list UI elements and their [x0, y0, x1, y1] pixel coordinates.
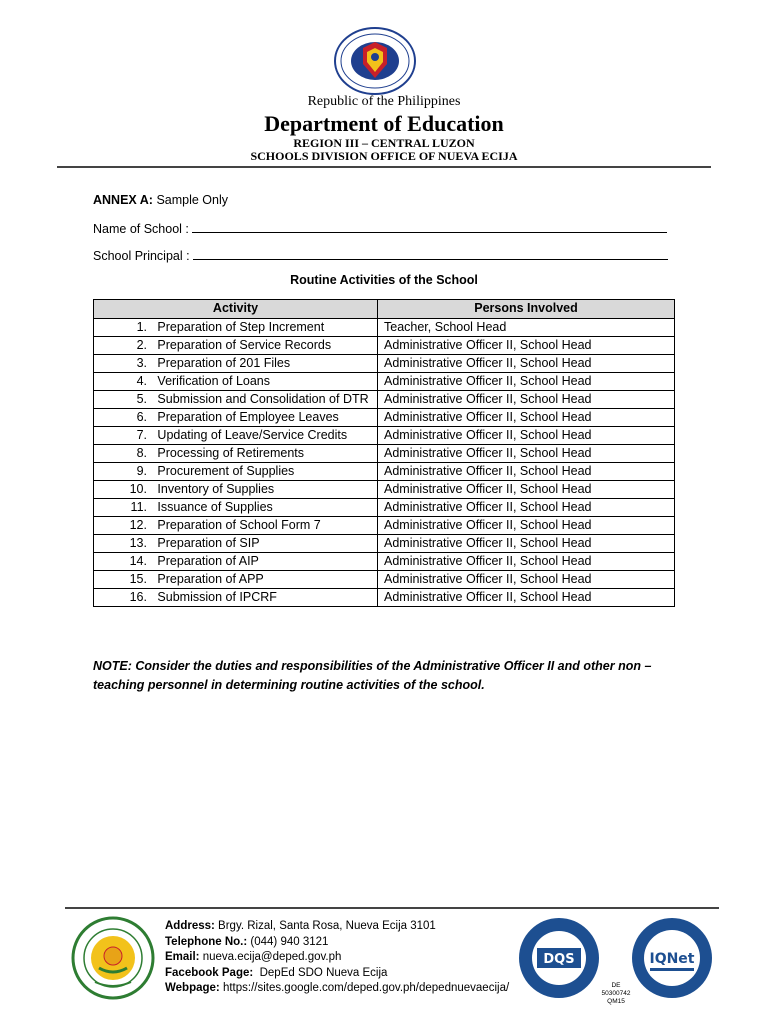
activity-cell	[94, 391, 378, 409]
activity-cell	[94, 535, 378, 553]
table-row	[94, 499, 675, 517]
persons-involved-cell: Administrative Officer II, School Head	[378, 499, 675, 517]
table-header-row	[94, 300, 675, 319]
activity-cell	[94, 373, 378, 391]
school-principal-line	[93, 247, 668, 263]
division-text: SCHOOLS DIVISION OFFICE OF NUEVA ECIJA	[250, 149, 518, 163]
persons-involved-cell: Administrative Officer II, School Head	[378, 553, 675, 571]
school-principal-label: School Principal :	[93, 249, 194, 263]
sdo-nueva-ecija-seal-logo	[71, 916, 155, 1000]
activity-cell	[94, 355, 378, 373]
table-row	[94, 553, 675, 571]
table-row	[94, 535, 675, 553]
persons-involved-cell: Administrative Officer II, School Head	[378, 481, 675, 499]
persons-involved-cell: Administrative Officer II, School Head	[378, 337, 675, 355]
webpage-link[interactable]: https://sites.google.com/deped.gov.ph/depednuevaecija/	[219, 982, 510, 994]
activity-number: 8.	[136, 446, 147, 460]
activity-name: Preparation of Step Increment	[157, 320, 325, 334]
activity-name: Submission of IPCRF	[157, 590, 277, 604]
activity-number: 7.	[136, 428, 147, 442]
activity-name: Updating of Leave/Service Credits	[157, 428, 348, 442]
activity-number: 11.	[130, 500, 147, 514]
activity-number: 3.	[136, 356, 147, 370]
activity-number: 6.	[136, 410, 147, 424]
activity-cell	[94, 571, 378, 589]
persons-involved-cell: Administrative Officer II, School Head	[378, 463, 675, 481]
annex-text: Sample Only	[152, 193, 228, 207]
footer-contact-block	[165, 919, 509, 997]
persons-involved-cell: Administrative Officer II, School Head	[378, 589, 675, 607]
table-row	[94, 391, 675, 409]
school-principal-field[interactable]	[193, 247, 668, 260]
activity-cell	[94, 481, 378, 499]
table-row	[94, 481, 675, 499]
activity-cell	[94, 499, 378, 517]
region-text: REGION III – CENTRAL LUZON	[293, 136, 475, 150]
persons-column-header: Persons Involved	[378, 300, 675, 319]
header-divider	[57, 166, 711, 168]
routine-activities-table	[93, 299, 675, 607]
dqs-iso-certification-logo	[517, 916, 601, 1000]
activity-name: Preparation of APP	[157, 572, 264, 586]
persons-involved-cell: Administrative Officer II, School Head	[378, 391, 675, 409]
table-row	[94, 517, 675, 535]
iqnet-certification-logo	[628, 916, 716, 1000]
footer-divider	[65, 907, 719, 909]
persons-involved-cell: Administrative Officer II, School Head	[378, 427, 675, 445]
webpage-label: Webpage:	[165, 982, 220, 994]
activity-cell	[94, 553, 378, 571]
activity-name: Preparation of Service Records	[157, 338, 332, 352]
activity-cell	[94, 319, 378, 337]
activity-column-header: Activity	[94, 300, 378, 319]
activity-cell	[94, 445, 378, 463]
activity-number: 15.	[129, 572, 147, 586]
telephone-line	[165, 935, 509, 951]
activity-name: Submission and Consolidation of DTR	[157, 392, 369, 406]
activity-name: Processing of Retirements	[157, 446, 305, 460]
persons-involved-cell: Administrative Officer II, School Head	[378, 355, 675, 373]
iqnet-mark-text: IQNet	[649, 951, 695, 967]
table-row	[94, 571, 675, 589]
telephone-label: Telephone No.:	[165, 935, 248, 948]
activity-name: Inventory of Supplies	[157, 482, 275, 496]
activity-number: 2.	[136, 338, 147, 352]
note-text: NOTE: Consider the duties and responsibilities of the Administrative Officer II and other non – teaching personnel in determining routine activities of the school.	[93, 659, 652, 692]
email-label: Email:	[165, 951, 200, 963]
republic-text: Republic of the Philippines	[307, 94, 461, 109]
activity-cell	[94, 409, 378, 427]
department-title: Department of Education	[264, 111, 504, 136]
table-title: Routine Activities of the School	[290, 273, 478, 287]
activity-name: Procurement of Supplies	[157, 464, 295, 478]
activity-cell	[94, 517, 378, 535]
school-name-line	[93, 220, 667, 236]
table-row	[94, 409, 675, 427]
activity-number: 12.	[129, 518, 147, 532]
cert-code-line-1: DE 50300742	[601, 982, 631, 997]
activity-name: Preparation of SIP	[157, 536, 260, 550]
school-name-field[interactable]	[192, 220, 667, 233]
cert-code-line-2: QM15	[607, 998, 625, 1005]
dqp-mark-text: DQS	[543, 952, 575, 967]
table-row	[94, 445, 675, 463]
activity-cell	[94, 427, 378, 445]
persons-involved-cell: Teacher, School Head	[378, 319, 675, 337]
persons-involved-cell: Administrative Officer II, School Head	[378, 571, 675, 589]
activity-name: Preparation of School Form 7	[157, 518, 321, 532]
email-link[interactable]: nueva.ecija@deped.gov.ph	[199, 951, 342, 963]
table-row	[94, 463, 675, 481]
table-row	[94, 373, 675, 391]
activity-name: Issuance of Supplies	[157, 500, 273, 514]
activity-number: 4.	[136, 374, 147, 388]
activity-number: 13.	[129, 536, 147, 550]
activity-cell	[94, 589, 378, 607]
activity-number: 16.	[129, 590, 147, 604]
school-name-label: Name of School :	[93, 222, 193, 236]
table-row	[94, 337, 675, 355]
telephone-value: (044) 940 3121	[247, 935, 329, 948]
address-label: Address:	[165, 920, 215, 932]
facebook-label: Facebook Page:	[165, 966, 254, 979]
certificate-code	[600, 982, 632, 1006]
activity-cell	[94, 337, 378, 355]
table-row	[94, 589, 675, 607]
address-value: Brgy. Rizal, Santa Rosa, Nueva Ecija 3101	[214, 920, 436, 932]
address-line	[165, 919, 509, 935]
facebook-link[interactable]: DepEd SDO Nueva Ecija	[253, 966, 388, 979]
activity-number: 9.	[136, 464, 147, 478]
activity-number: 10.	[129, 482, 147, 496]
activity-name: Preparation of AIP	[157, 554, 259, 568]
webpage-line	[165, 981, 509, 997]
persons-involved-cell: Administrative Officer II, School Head	[378, 517, 675, 535]
activity-number: 5.	[136, 392, 147, 406]
deped-seal-logo	[333, 26, 417, 96]
table-row	[94, 355, 675, 373]
annex-line	[93, 193, 228, 207]
table-row	[94, 319, 675, 337]
facebook-line	[165, 966, 509, 982]
persons-involved-cell: Administrative Officer II, School Head	[378, 373, 675, 391]
email-line	[165, 950, 509, 966]
activity-cell	[94, 463, 378, 481]
annex-label: ANNEX A:	[93, 193, 153, 207]
activity-number: 14.	[129, 554, 147, 568]
table-row	[94, 427, 675, 445]
activity-name: Preparation of Employee Leaves	[157, 410, 339, 424]
persons-involved-cell: Administrative Officer II, School Head	[378, 535, 675, 553]
persons-involved-cell: Administrative Officer II, School Head	[378, 445, 675, 463]
activity-number: 1.	[136, 320, 147, 334]
activity-name: Verification of Loans	[157, 374, 270, 388]
persons-involved-cell: Administrative Officer II, School Head	[378, 409, 675, 427]
activity-name: Preparation of 201 Files	[157, 356, 291, 370]
